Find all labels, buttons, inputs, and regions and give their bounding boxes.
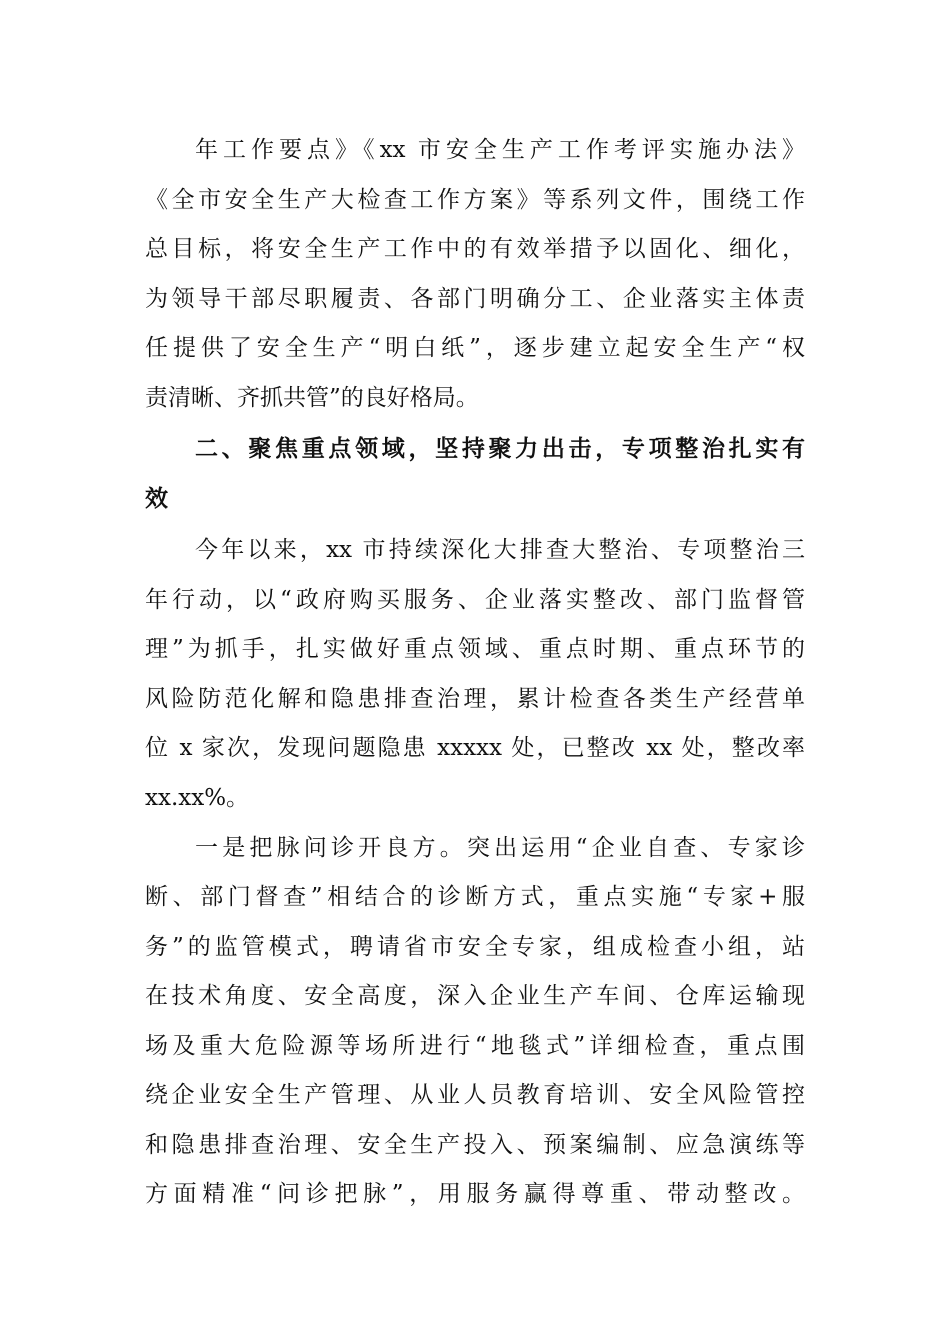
- paragraph-1-line-3: 总目标，将安全生产工作中的有效举措予以固化、细化，: [145, 236, 805, 262]
- paragraph-3-line-3: 务”的监管模式，聘请省市安全专家，组成检查小组，站: [145, 934, 805, 960]
- section-heading-line-2: 效: [145, 486, 168, 512]
- paragraph-1-line-6: 责清晰、齐抓共管”的良好格局。: [145, 385, 479, 411]
- paragraph-2-line-5: 位 x 家次，发现问题隐患 xxxxx 处，已整改 xx 处，整改率: [145, 735, 805, 761]
- section-heading-line-1: 二、聚焦重点领域，坚持聚力出击，专项整治扎实有: [195, 436, 805, 462]
- paragraph-2-line-1: 今年以来，xx 市持续深化大排查大整治、专项整治三: [195, 537, 805, 563]
- paragraph-1-line-2: 《全市安全生产大检查工作方案》等系列文件，围绕工作: [145, 187, 805, 213]
- paragraph-2-line-6: xx.xx%。: [145, 785, 250, 811]
- paragraph-2-line-4: 风险防范化解和隐患排查治理，累计检查各类生产经营单: [145, 686, 805, 712]
- paragraph-1-line-5: 任提供了安全生产“明白纸”，逐步建立起安全生产“权: [145, 335, 805, 361]
- paragraph-1-line-1: 年工作要点》《xx 市安全生产工作考评实施办法》: [195, 137, 805, 163]
- paragraph-3-line-6: 绕企业安全生产管理、从业人员教育培训、安全风险管控: [145, 1082, 805, 1108]
- paragraph-1-line-4: 为领导干部尽职履责、各部门明确分工、企业落实主体责: [145, 286, 805, 312]
- paragraph-3-line-7: 和隐患排查治理、安全生产投入、预案编制、应急演练等: [145, 1132, 805, 1158]
- paragraph-3-line-5: 场及重大危险源等场所进行“地毯式”详细检查，重点围: [145, 1033, 805, 1059]
- paragraph-3-line-8: 方面精准“问诊把脉”，用服务赢得尊重、带动整改。: [145, 1181, 805, 1207]
- paragraph-2-line-2: 年行动，以“政府购买服务、企业落实整改、部门监督管: [145, 587, 805, 613]
- paragraph-3-line-4: 在技术角度、安全高度，深入企业生产车间、仓库运输现: [145, 983, 805, 1009]
- paragraph-2-line-3: 理”为抓手，扎实做好重点领域、重点时期、重点环节的: [145, 636, 805, 662]
- paragraph-3-line-1: 一是把脉问诊开良方。突出运用“企业自查、专家诊: [195, 835, 805, 861]
- paragraph-3-line-2: 断、部门督查”相结合的诊断方式，重点实施“专家+服: [145, 884, 805, 910]
